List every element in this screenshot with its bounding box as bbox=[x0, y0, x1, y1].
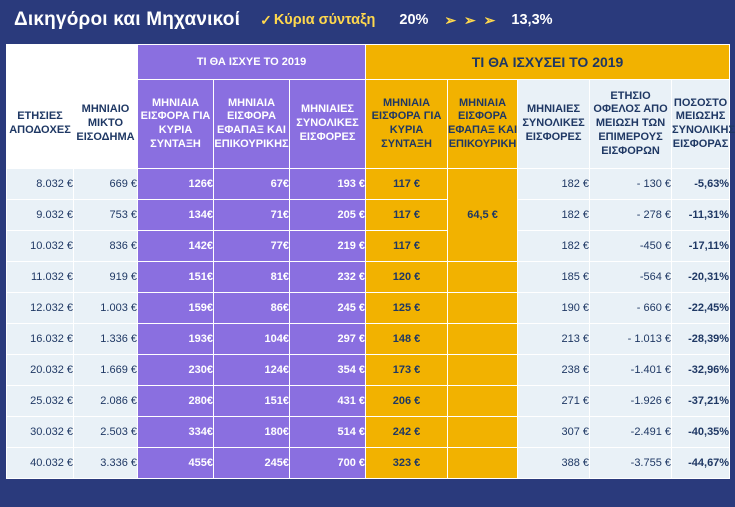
col-header-annual-benefit: ΕΤΗΣΙΟ ΟΦΕΛΟΣ ΑΠΟ ΜΕΙΩΣΗ ΤΩΝ ΕΠΙΜΕΡΟΥΣ ΕΙΣΦΟΡΩΝ bbox=[590, 80, 672, 169]
cell-reduction-pct: -32,96% bbox=[672, 355, 730, 386]
cell-new-total: 182 € bbox=[518, 169, 590, 200]
check-icon: ✓ bbox=[260, 11, 272, 28]
header-pct-first: 20% bbox=[399, 12, 429, 28]
cell-old-total: 431 € bbox=[290, 386, 366, 417]
cell-old-main: 230€ bbox=[138, 355, 214, 386]
cell-old-total: 219 € bbox=[290, 231, 366, 262]
cell-reduction-pct: -20,31% bbox=[672, 262, 730, 293]
col-header-new-total: ΜΗΝΙΑΙΕΣ ΣΥΝΟΛΙΚΕΣ ΕΙΣΦΟΡΕΣ bbox=[518, 80, 590, 169]
cell-old-total: 245 € bbox=[290, 293, 366, 324]
cell-annual-income: 20.032 € bbox=[7, 355, 74, 386]
cell-new-total: 271 € bbox=[518, 386, 590, 417]
cell-annual-income: 40.032 € bbox=[7, 448, 74, 479]
cell-reduction-pct: -44,67% bbox=[672, 448, 730, 479]
header-summary bbox=[260, 12, 552, 29]
cell-old-main: 126€ bbox=[138, 169, 214, 200]
page-title: Δικηγόροι και Μηχανικοί bbox=[14, 9, 241, 30]
arrows-icon: ➢ ➢ ➢ bbox=[444, 11, 498, 28]
cell-reduction-pct: -37,21% bbox=[672, 386, 730, 417]
cell-annual-benefit: -3.755 € bbox=[590, 448, 672, 479]
cell-annual-benefit: -1.926 € bbox=[590, 386, 672, 417]
col-header-annual-income: ΕΤΗΣΙΕΣ ΑΠΟΔΟΧΕΣ bbox=[7, 80, 74, 169]
cell-annual-benefit: - 130 € bbox=[590, 169, 672, 200]
cell-monthly-gross: 2.503 € bbox=[74, 417, 138, 448]
cell-new-main: 120 € bbox=[366, 262, 448, 293]
cell-old-extra: 104€ bbox=[214, 324, 290, 355]
table-row bbox=[7, 262, 730, 293]
cell-old-main: 334€ bbox=[138, 417, 214, 448]
cell-old-main: 134€ bbox=[138, 200, 214, 231]
cell-monthly-gross: 1.336 € bbox=[74, 324, 138, 355]
cell-monthly-gross: 1.003 € bbox=[74, 293, 138, 324]
table-row bbox=[7, 200, 730, 231]
cell-new-lumpsum-aux-empty bbox=[448, 262, 518, 293]
cell-annual-income: 30.032 € bbox=[7, 417, 74, 448]
cell-old-total: 514 € bbox=[290, 417, 366, 448]
cell-new-total: 190 € bbox=[518, 293, 590, 324]
cell-old-extra: 71€ bbox=[214, 200, 290, 231]
group-title-row bbox=[7, 45, 730, 80]
cell-old-main: 455€ bbox=[138, 448, 214, 479]
col-header-old-total: ΜΗΝΙΑΙΕΣ ΣΥΝΟΛΙΚΕΣ ΕΙΣΦΟΡΕΣ bbox=[290, 80, 366, 169]
cell-old-main: 142€ bbox=[138, 231, 214, 262]
cell-new-main: 173 € bbox=[366, 355, 448, 386]
table-row bbox=[7, 169, 730, 200]
page-header bbox=[0, 0, 735, 40]
cell-old-main: 193€ bbox=[138, 324, 214, 355]
col-header-old-lumpsum-aux: ΜΗΝΙΑΙΑ ΕΙΣΦΟΡΑ ΕΦΑΠΑΞ ΚΑΙ ΕΠΙΚΟΥΡΙΚΗΣ bbox=[214, 80, 290, 169]
cell-annual-benefit: - 278 € bbox=[590, 200, 672, 231]
cell-new-total: 238 € bbox=[518, 355, 590, 386]
cell-new-total: 185 € bbox=[518, 262, 590, 293]
cell-annual-income: 9.032 € bbox=[7, 200, 74, 231]
cell-monthly-gross: 836 € bbox=[74, 231, 138, 262]
cell-old-extra: 81€ bbox=[214, 262, 290, 293]
cell-old-total: 354 € bbox=[290, 355, 366, 386]
cell-annual-income: 11.032 € bbox=[7, 262, 74, 293]
cell-monthly-gross: 2.086 € bbox=[74, 386, 138, 417]
col-header-new-main-contribution: ΜΗΝΙΑΙΑ ΕΙΣΦΟΡΑ ΓΙΑ ΚΥΡΙΑ ΣΥΝΤΑΞΗ bbox=[366, 80, 448, 169]
cell-new-lumpsum-aux-empty bbox=[448, 448, 518, 479]
cell-new-main: 117 € bbox=[366, 231, 448, 262]
col-header-reduction-pct: ΠΟΣΟΣΤΟ ΜΕΙΩΣΗΣ ΣΥΝΟΛΙΚΗΣ ΕΙΣΦΟΡΑΣ bbox=[672, 80, 730, 169]
table-row bbox=[7, 231, 730, 262]
cell-annual-benefit: -450 € bbox=[590, 231, 672, 262]
cell-new-main: 148 € bbox=[366, 324, 448, 355]
cell-reduction-pct: -11,31% bbox=[672, 200, 730, 231]
cell-old-main: 280€ bbox=[138, 386, 214, 417]
cell-old-main: 151€ bbox=[138, 262, 214, 293]
cell-new-lumpsum-aux-merged: 64,5 € bbox=[448, 169, 518, 262]
cell-new-main: 323 € bbox=[366, 448, 448, 479]
cell-monthly-gross: 919 € bbox=[74, 262, 138, 293]
cell-old-extra: 245€ bbox=[214, 448, 290, 479]
group-title-2019-new: ΤΙ ΘΑ ΙΣΧΥΣΕΙ ΤΟ 2019 bbox=[366, 45, 730, 80]
table-row bbox=[7, 293, 730, 324]
cell-old-total: 232 € bbox=[290, 262, 366, 293]
cell-annual-income: 16.032 € bbox=[7, 324, 74, 355]
cell-old-main: 159€ bbox=[138, 293, 214, 324]
cell-new-lumpsum-aux-empty bbox=[448, 417, 518, 448]
cell-new-total: 307 € bbox=[518, 417, 590, 448]
col-header-new-lumpsum-aux: ΜΗΝΙΑΙΑ ΕΙΣΦΟΡΑ ΕΦΑΠΑΞ ΚΑΙ ΕΠΙΚΟΥΡΙΚΗ bbox=[448, 80, 518, 169]
cell-annual-benefit: -564 € bbox=[590, 262, 672, 293]
cell-old-extra: 124€ bbox=[214, 355, 290, 386]
cell-new-lumpsum-aux-empty bbox=[448, 355, 518, 386]
table-row bbox=[7, 324, 730, 355]
cell-annual-income: 8.032 € bbox=[7, 169, 74, 200]
col-header-old-main-contribution: ΜΗΝΙΑΙΑ ΕΙΣΦΟΡΑ ΓΙΑ ΚΥΡΙΑ ΣΥΝΤΑΞΗ bbox=[138, 80, 214, 169]
cell-old-extra: 67€ bbox=[214, 169, 290, 200]
cell-new-total: 182 € bbox=[518, 200, 590, 231]
header-main-label: Κύρια σύνταξη bbox=[273, 12, 376, 28]
cell-monthly-gross: 669 € bbox=[74, 169, 138, 200]
cell-old-extra: 151€ bbox=[214, 386, 290, 417]
cell-new-total: 213 € bbox=[518, 324, 590, 355]
cell-new-total: 182 € bbox=[518, 231, 590, 262]
cell-annual-income: 10.032 € bbox=[7, 231, 74, 262]
table-row bbox=[7, 355, 730, 386]
cell-new-lumpsum-aux-empty bbox=[448, 293, 518, 324]
cell-annual-income: 12.032 € bbox=[7, 293, 74, 324]
cell-annual-income: 25.032 € bbox=[7, 386, 74, 417]
cell-reduction-pct: -17,11% bbox=[672, 231, 730, 262]
cell-old-extra: 86€ bbox=[214, 293, 290, 324]
group-title-blank bbox=[7, 45, 138, 80]
cell-old-total: 297 € bbox=[290, 324, 366, 355]
cell-monthly-gross: 753 € bbox=[74, 200, 138, 231]
cell-new-main: 117 € bbox=[366, 169, 448, 200]
cell-old-total: 700 € bbox=[290, 448, 366, 479]
table-row bbox=[7, 417, 730, 448]
cell-new-lumpsum-aux-empty bbox=[448, 386, 518, 417]
group-title-2019-old: ΤΙ ΘΑ ΙΣΧΥΕ ΤΟ 2019 bbox=[138, 45, 366, 80]
cell-reduction-pct: -22,45% bbox=[672, 293, 730, 324]
contributions-table bbox=[6, 44, 735, 479]
table-row bbox=[7, 386, 730, 417]
table-row bbox=[7, 448, 730, 479]
cell-reduction-pct: -40,35% bbox=[672, 417, 730, 448]
col-header-monthly-gross: ΜΗΝΙΑΙΟ ΜΙΚΤΟ ΕΙΣΟΔΗΜΑ bbox=[74, 80, 138, 169]
column-header-row bbox=[7, 80, 730, 169]
cell-new-total: 388 € bbox=[518, 448, 590, 479]
cell-old-total: 205 € bbox=[290, 200, 366, 231]
cell-new-main: 117 € bbox=[366, 200, 448, 231]
cell-annual-benefit: -2.491 € bbox=[590, 417, 672, 448]
cell-monthly-gross: 1.669 € bbox=[74, 355, 138, 386]
cell-monthly-gross: 3.336 € bbox=[74, 448, 138, 479]
header-pct-second: 13,3% bbox=[511, 12, 553, 28]
cell-annual-benefit: - 660 € bbox=[590, 293, 672, 324]
cell-reduction-pct: -5,63% bbox=[672, 169, 730, 200]
cell-new-main: 206 € bbox=[366, 386, 448, 417]
cell-annual-benefit: -1.401 € bbox=[590, 355, 672, 386]
cell-new-lumpsum-aux-empty bbox=[448, 324, 518, 355]
cell-reduction-pct: -28,39% bbox=[672, 324, 730, 355]
cell-old-total: 193 € bbox=[290, 169, 366, 200]
cell-new-main: 242 € bbox=[366, 417, 448, 448]
cell-new-main: 125 € bbox=[366, 293, 448, 324]
cell-old-extra: 77€ bbox=[214, 231, 290, 262]
cell-annual-benefit: - 1.013 € bbox=[590, 324, 672, 355]
cell-old-extra: 180€ bbox=[214, 417, 290, 448]
